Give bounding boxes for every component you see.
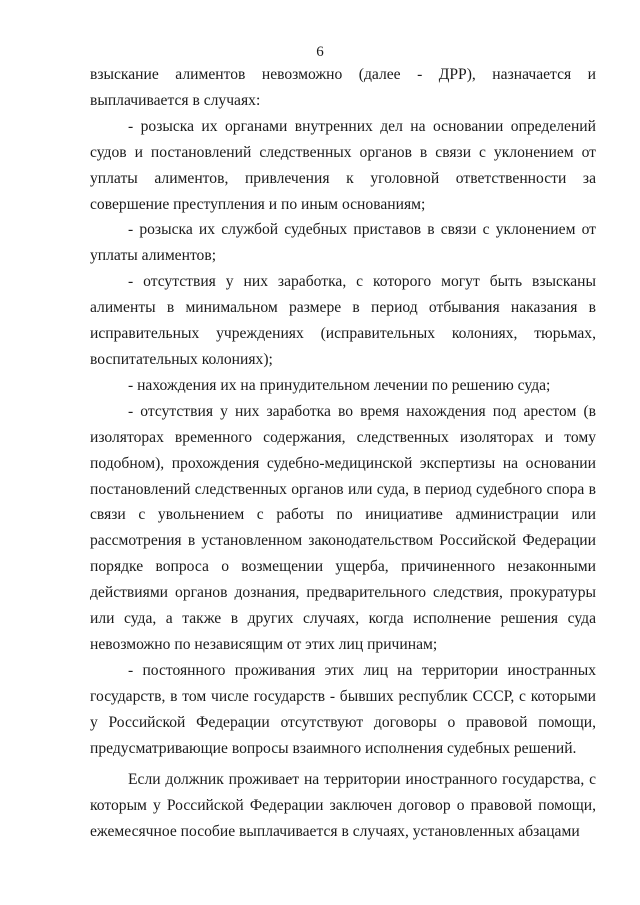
list-item-bailiff-search: - розыска их службой судебных приставов в связи с уклонением от уплаты алиментов; xyxy=(90,221,596,265)
page-number: 6 xyxy=(316,44,324,60)
list-item-foreign-residence: - постоянного проживания этих лиц на территории иностранных государств, в том числе государств - бывших республик СССР, с которыми у Российской Федерации отсутствуют договоры о правовой помощи, предусматривающие вопросы взаимного исполнения судебных решений. xyxy=(90,661,596,757)
list-item-arrest-no-earnings: - отсутствия у них заработка во время нахождения под арестом (в изоляторах временного содержания, следственных изоляторах и тому подобном), прохождения судебно-медицинской экспертизы на основании постановлений следственных органов или суда, в период судебного спора в связи с увольнением с работы по инициативе администрации или рассмотрения в установленном законодательством Российской Федерации порядке вопроса о возмещении ущерба, причиненного незаконными действиями органов дознания, предварительного следствия, прокуратуры или суда, а также в других случаях, когда исполнение решения суда невозможно по независящим от этих лиц причинам; xyxy=(90,402,596,653)
document-body xyxy=(90,62,596,845)
list-item-police-search: - розыска их органами внутренних дел на основании определений судов и постановлений следственных органов в связи с уклонением от уплаты алиментов, привлечения к уголовной ответственности за совершение преступления и по иным основаниям; xyxy=(90,117,596,213)
list-item-no-earnings-prison: - отсутствия у них заработка, с которого могут быть взысканы алименты в минимальном размере в период отбывания наказания в исправительных учреждениях (исправительных колониях, тюрьмах, воспитательных колониях); xyxy=(90,273,596,368)
paragraph-foreign-debtor: Если должник проживает на территории иностранного государства, с которым у Российской Федерации заключен договор о правовой помощи, ежемесячное пособие выплачивается в случаях, установленных абзацами xyxy=(90,771,596,841)
list-item-compulsory-treatment: - нахождения их на принудительном лечении по решению суда; xyxy=(128,376,551,394)
paragraph-continuation: взыскание алиментов невозможно (далее - ДРР), назначается и выплачивается в случаях: xyxy=(90,66,596,109)
